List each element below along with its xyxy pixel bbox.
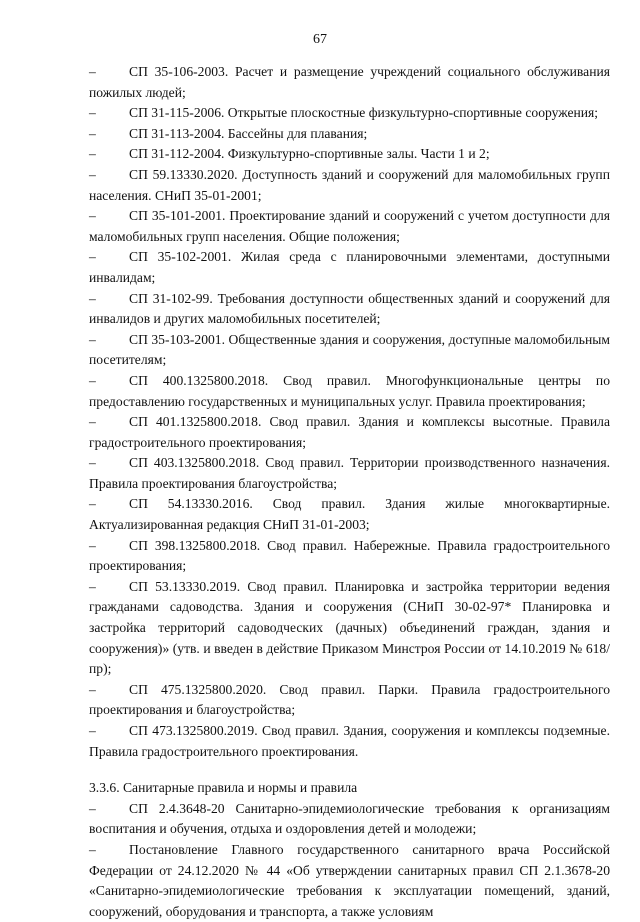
list-dash: – — [89, 249, 96, 265]
list-item — [89, 721, 610, 762]
list-item-text: СП 35-106-2003. Расчет и размещение учреждений социального обслуживания пожилых людей; — [89, 64, 610, 100]
list-dash: – — [89, 455, 96, 471]
list-item — [89, 124, 610, 145]
list-item-text: СП 31-102-99. Требования доступности общественных зданий и сооружений для инвалидов и других маломобильных посетителей; — [89, 290, 610, 327]
document-body — [89, 62, 610, 922]
list-item-text: СП 400.1325800.2018. Свод правил. Многофункциональные центры по предоставлению государственных и муниципальных услуг. Правила проектирования; — [89, 372, 610, 409]
list-dash: – — [89, 208, 96, 224]
list-item-text: СП 2.4.3648-20 Санитарно-эпидемиологические требования к организациям воспитания и обучения, отдыха и оздоровления детей и молодежи; — [89, 800, 610, 837]
list-item — [89, 680, 610, 721]
list-item-text: СП 53.13330.2019. Свод правил. Планировка и застройка территории ведения гражданами садоводства. Здания и сооружения (СНиП 30-02-97* Планировка и застройка территорий садоводческих (дачных) объединений граждан, здания и сооружения)» (утв. и введен в действие Приказом Минстроя России от 14.10.2019 № 618/пр); — [89, 578, 610, 677]
list-item — [89, 289, 610, 330]
section-heading — [89, 778, 610, 799]
list-item — [89, 247, 610, 288]
list-dash: – — [89, 841, 96, 857]
list-item-text: Постановление Главного государственного санитарного врача Российской Федерации от 24.12.2020 № 44 «Об утверждении санитарных правил СП 2.1.3678-20 «Санитарно-эпидемиологические требования к эксплуатации помещений, зданий, сооружений, оборудования и транспорта, а также условиям — [89, 841, 610, 919]
section-title-text: 3.3.6. Санитарные правила и нормы и правила — [89, 780, 358, 796]
list-item-text: СП 398.1325800.2018. Свод правил. Набережные. Правила градостроительного проектирования; — [89, 537, 610, 574]
list-item — [89, 103, 610, 124]
list-item — [89, 494, 610, 535]
list-item — [89, 62, 610, 103]
sanitary-rules-list — [89, 799, 610, 922]
list-dash: – — [89, 331, 96, 347]
list-item-text: СП 473.1325800.2019. Свод правил. Здания, сооружения и комплексы подземные. Правила градостроительного проектирования. — [89, 723, 610, 759]
list-item — [89, 799, 610, 840]
list-item — [89, 165, 610, 206]
list-item-text: СП 401.1325800.2018. Свод правил. Здания и комплексы высотные. Правила градостроительного проектирования; — [89, 414, 610, 450]
list-item-text: СП 35-103-2001. Общественные здания и сооружения, доступные маломобильным посетителям; — [89, 331, 610, 368]
list-item — [89, 206, 610, 247]
list-dash: – — [89, 146, 96, 162]
list-item-text: СП 54.13330.2016. Свод правил. Здания жилые многоквартирные. Актуализированная редакция СНиП 31-01-2003; — [89, 496, 610, 533]
list-dash: – — [89, 537, 96, 553]
list-dash: – — [89, 105, 96, 121]
list-dash: – — [89, 496, 96, 512]
list-item-text: СП 475.1325800.2020. Свод правил. Парки. Правила градостроительного проектирования и благоустройства; — [89, 681, 610, 718]
list-item-text: СП 31-115-2006. Открытые плоскостные физкультурно-спортивные сооружения; — [129, 105, 599, 121]
page-number: 67 — [313, 32, 327, 47]
list-dash: – — [89, 800, 96, 816]
list-dash: – — [89, 125, 96, 141]
list-item-text: СП 31-112-2004. Физкультурно-спортивные залы. Части 1 и 2; — [129, 146, 490, 162]
list-item — [89, 453, 610, 494]
list-item — [89, 840, 610, 922]
list-dash: – — [89, 681, 96, 697]
list-item — [89, 330, 610, 371]
list-dash: – — [89, 723, 96, 738]
list-dash: – — [89, 578, 96, 594]
list-item-text: СП 403.1325800.2018. Свод правил. Территории производственного назначения. Правила проектирования благоустройства; — [89, 455, 610, 491]
list-item — [89, 536, 610, 577]
list-item-text: СП 31-113-2004. Бассейны для плавания; — [129, 125, 368, 141]
list-item-text: СП 35-102-2001. Жилая среда с планировочными элементами, доступными инвалидам; — [89, 249, 610, 285]
standards-list — [89, 62, 610, 762]
list-item-text: СП 59.13330.2020. Доступность зданий и сооружений для маломобильных групп населения. СНиП 35-01-2001; — [89, 166, 610, 203]
list-item — [89, 371, 610, 412]
list-item-text: СП 35-101-2001. Проектирование зданий и сооружений с учетом доступности для маломобильных групп населения. Общие положения; — [89, 208, 610, 244]
list-dash: – — [89, 166, 96, 182]
list-item — [89, 144, 610, 165]
list-dash: – — [89, 372, 96, 388]
list-dash: – — [89, 290, 96, 306]
list-item — [89, 577, 610, 680]
list-dash: – — [89, 414, 96, 430]
list-dash: – — [89, 64, 96, 79]
list-item — [89, 412, 610, 453]
